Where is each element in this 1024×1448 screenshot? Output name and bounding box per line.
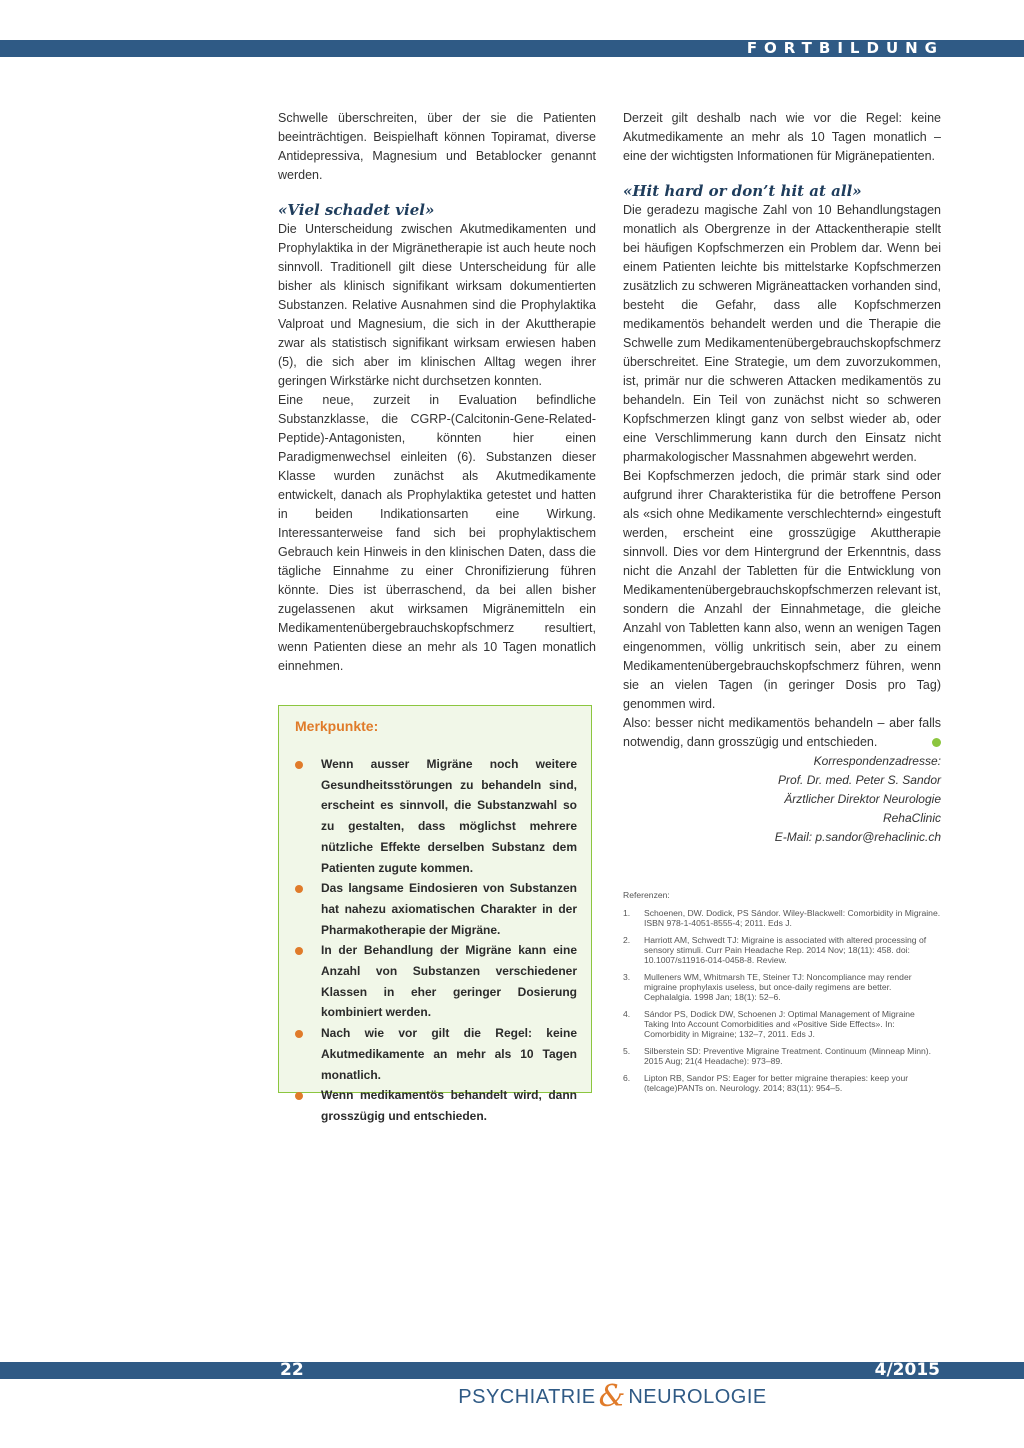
merkpunkte-item-text: Nach wie vor gilt die Regel: keine Akutmedikamente an mehr als 10 Tagen monatlich. xyxy=(321,1026,577,1082)
right-paragraph-3 xyxy=(623,714,941,752)
merkpunkte-item xyxy=(295,754,577,878)
section-label: FORTBILDUNG xyxy=(746,39,944,57)
merkpunkte-item xyxy=(295,1085,577,1126)
correspondence-block xyxy=(623,752,941,847)
reference-number: 1. xyxy=(623,908,631,918)
reference-text: Sándor PS, Dodick DW, Schoenen J: Optimal Management of Migraine Taking Into Account Comorbidities and «Positive Side Effects». In: Comorbidity in Migraine; 132–7, 2011. Eds J. xyxy=(644,1009,915,1039)
merkpunkte-item xyxy=(295,940,577,1023)
correspondence-role: Ärztlicher Direktor Neurologie xyxy=(784,792,941,806)
reference-item xyxy=(623,908,941,928)
references-title: Referenzen: xyxy=(623,890,670,900)
left-column xyxy=(278,109,596,676)
merkpunkte-item-text: In der Behandlung der Migräne kann eine Anzahl von Substanzen verschiedener Klassen in eher geringer Dosierung kombiniert werden. xyxy=(321,943,577,1020)
bullet-icon xyxy=(295,885,303,893)
correspondence-name: Prof. Dr. med. Peter S. Sandor xyxy=(778,773,941,787)
right-paragraph-2: Bei Kopfschmerzen jedoch, die primär stark sind oder aufgrund ihrer Charakteristika für die betroffene Person als «sich ohne Medikamente verschlechternd» eingestuft werden, erscheint eine grosszügige Akuttherapie sinnvoll. Dies vor dem Hintergrund der Erkenntnis, dass nicht die Anzahl der Tabletten für die Entwicklung von Medikamentenübergebrauchskopfschmerzen relevant ist, sondern die Anzahl der Einnahmetage, die gleiche Anzahl von Tabletten kann also, wenn an wenigen Tagen eingenommen, völlig unkritisch sein, aber zu einem Medikamentenübergebrauchskopfschmerz führen, wenn sie an vielen Tagen (in geringer Dosis pro Tag) genommen wird. xyxy=(623,469,941,711)
left-paragraph-1: Die Unterscheidung zwischen Akutmedikamenten und Prophylaktika in der Migränetherapie ist auch heute noch sinnvoll. Traditionell gilt diese Unterscheidung für alle bisher als klinisch signifikant wirksam dokumentierten Substanzen. Relative Ausnahmen sind die Prophylaktika Valproat und Magnesium, die sich in der Akuttherapie zwar als statistisch signifikant wirksam erwiesen haben (5), die sich aber im klinischen Alltag wegen ihrer geringen Wirkstärke nicht durchsetzen konnten. xyxy=(278,222,596,388)
reference-item xyxy=(623,1046,941,1066)
bullet-icon xyxy=(295,1030,303,1038)
left-intro-paragraph: Schwelle überschreiten, über der sie die Patienten beeinträchtigen. Beispielhaft können Topiramat, diverse Antidepressiva, Magnesium und Betablocker genannt werden. xyxy=(278,111,596,182)
reference-number: 2. xyxy=(623,935,631,945)
reference-number: 3. xyxy=(623,972,631,982)
footer-bar xyxy=(0,1362,1024,1379)
reference-number: 5. xyxy=(623,1046,631,1056)
merkpunkte-item-text: Wenn ausser Migräne noch weitere Gesundheitsstörungen zu behandeln sind, erscheint es sinnvoll, die Substanzwahl so zu gestalten, dass möglichst mehrere nützliche Effekte derselben Substanz dem Patienten zugute kommen. xyxy=(321,757,577,875)
correspondence-label: Korrespondenzadresse: xyxy=(813,754,941,768)
reference-item xyxy=(623,1073,941,1093)
right-paragraph-3-text: Also: besser nicht medikamentös behandeln – aber falls notwendig, dann grosszügig und entschieden. xyxy=(623,716,941,749)
left-paragraph-2: Eine neue, zurzeit in Evaluation befindliche Substanzklasse, die CGRP-(Calcitonin-Gene-Related-Peptide)-Antagonisten, könnten hier einen Paradigmenwechsel einleiten (6). Substanzen dieser Klasse wurden zunächst als Akutmedikamente entwickelt, danach als Prophylaktika getestet und hatten in beiden Indikationsarten eine Wirkung. Interessanterweise fand sich bei prophylaktischem Gebrauch kein Hinweis in den klinischen Daten, dass die tägliche Einnahme zu einer Chronifizierung führen könnte. Dies ist überraschend, da bei allen bisher zugelassenen akut wirksamen Migränemitteln ein Medikamentenübergebrauchskopfschmerz resultiert, wenn Patienten diese an mehr als 10 Tagen monatlich einnehmen. xyxy=(278,393,596,673)
right-heading: «Hit hard or don’t hit at all» xyxy=(623,182,862,200)
right-column xyxy=(623,109,941,847)
journal-logo-right: NEUROLOGIE xyxy=(628,1386,767,1408)
reference-number: 4. xyxy=(623,1009,631,1019)
right-paragraph-1: Die geradezu magische Zahl von 10 Behandlungstagen monatlich als Obergrenze in der Attackentherapie stellt bei häufigen Kopfschmerzen ein Problem dar. Wenn bei einem Patienten leichte bis mittelstarke Kopfschmerzen zusätzlich zu schweren Migräneattacken vorhanden sind, besteht die Gefahr, dass alle Kopfschmerzen medikamentös behandelt werden und die Therapie die Schwelle zum Medikamentenübergebrauchskopfschmerz überschreitet. Eine Strategie, um dem zuvorzukommen, ist, primär nur die schweren Attacken medikamentös zu behandeln. Ein Teil von zunächst nicht so schweren Kopfschmerzen klingt ganz von selbst wieder ab, oder eine Verschlimmerung kann durch den Einsatz nicht pharmakologischer Massnahmen abgewehrt werden. xyxy=(623,203,941,464)
reference-item xyxy=(623,935,941,965)
reference-text: Lipton RB, Sandor PS: Eager for better migraine therapies: keep your (telcage)PANTs on. Neurology. 2014; 83(11): 954–5. xyxy=(644,1073,909,1093)
correspondence-email[interactable]: E-Mail: p.sandor@rehaclinic.ch xyxy=(774,830,941,844)
correspondence-institution: RehaClinic xyxy=(882,811,941,825)
merkpunkte-item-text: Wenn medikamentös behandelt wird, dann grosszügig und entschieden. xyxy=(321,1088,577,1123)
article-end-dot-icon xyxy=(932,738,941,747)
merkpunkte-item-text: Das langsame Eindosieren von Substanzen hat nahezu axiomatischen Charakter in der Pharmakotherapie der Migräne. xyxy=(321,881,577,937)
left-heading: «Viel schadet viel» xyxy=(278,201,435,219)
bullet-icon xyxy=(295,761,303,769)
reference-item xyxy=(623,972,941,1002)
merkpunkte-title: Merkpunkte: xyxy=(295,718,379,734)
reference-number: 6. xyxy=(623,1073,631,1083)
journal-logo-left: PSYCHIATRIE xyxy=(458,1386,596,1408)
merkpunkte-item xyxy=(295,1023,577,1085)
page-number: 22 xyxy=(280,1360,304,1380)
bullet-icon xyxy=(295,1092,303,1100)
journal-logo xyxy=(450,1379,775,1415)
reference-text: Mulleners WM, Whitmarsh TE, Steiner TJ: Noncompliance may render migraine prophylaxis useless, but once-daily regimens are better. Cephalalgia. 1998 Jan; 18(1): 52–6. xyxy=(644,972,912,1002)
reference-text: Schoenen, DW. Dodick, PS Sándor. Wiley-Blackwell: Comorbidity in Migraine. ISBN 978-1-4051-8555-4; 2011. Eds J. xyxy=(644,908,941,928)
merkpunkte-box xyxy=(278,705,592,1123)
reference-item xyxy=(623,1009,941,1039)
right-intro-paragraph: Derzeit gilt deshalb nach wie vor die Regel: keine Akutmedikamente an mehr als 10 Tagen monatlich – eine der wichtigsten Informationen für Migränepatienten. xyxy=(623,111,941,163)
journal-logo-ampersand: & xyxy=(598,1379,626,1414)
merkpunkte-item xyxy=(295,878,577,940)
bullet-icon xyxy=(295,947,303,955)
reference-text: Silberstein SD: Preventive Migraine Treatment. Continuum (Minneap Minn). 2015 Aug; 21(4 Headache): 973–89. xyxy=(644,1046,932,1066)
reference-text: Harriott AM, Schwedt TJ: Migraine is associated with altered processing of sensory stimuli. Curr Pain Headache Rep. 2014 Nov; 18(11): 458. doi: 10.1007/s11916-014-0458-8. Review. xyxy=(644,935,927,965)
issue-label: 4/2015 xyxy=(874,1360,940,1380)
references xyxy=(623,890,941,1100)
header-bar xyxy=(0,40,1024,57)
